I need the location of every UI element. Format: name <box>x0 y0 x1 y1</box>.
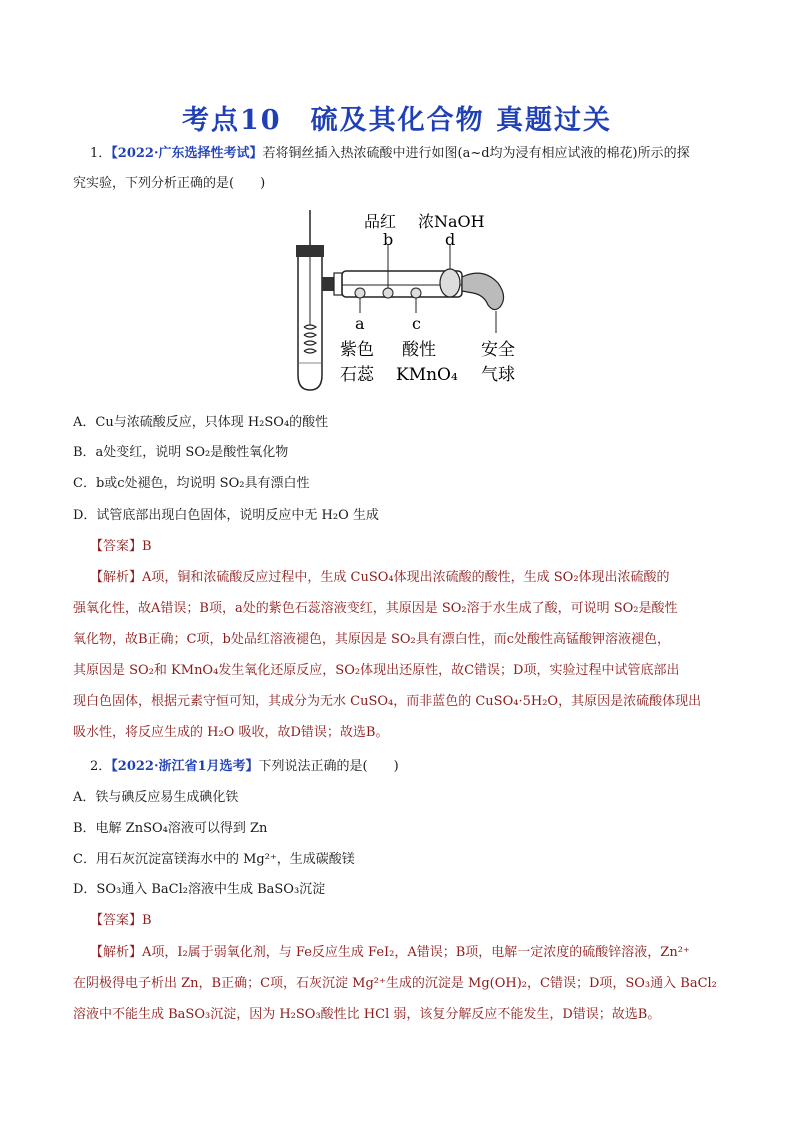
q1-option-d: D．试管底部出现白色固体，说明反应中无 H₂O 生成 <box>73 508 379 523</box>
q2-analysis-line: 溶液中不能生成 BaSO₃沉淀，因为 H₂SO₃酸性比 HCl 弱，该复分解反应不能发生，D错误；故选B。 <box>73 1007 661 1022</box>
label-a-name1: 紫色 <box>340 340 374 360</box>
q2-analysis-line <box>73 937 723 968</box>
cotton-c <box>411 288 421 298</box>
q1-stem-line1 <box>90 145 690 163</box>
q2-option-c: C．用石灰沉淀富镁海水中的 Mg²⁺，生成碳酸镁 <box>73 852 355 867</box>
label-ball1: 安全 <box>481 340 515 360</box>
label-b-top: 品红 <box>364 212 397 231</box>
q2-analysis <box>73 937 723 1030</box>
q1-analysis-line <box>73 562 723 593</box>
cotton-d <box>440 269 460 297</box>
q1-answer <box>90 538 152 556</box>
q1-analysis-line: 氧化物，故B正确；C项，b处品红溶液褪色，其原因是 SO₂具有漂白性，而c处酸性高锰酸钾溶液褪色， <box>73 632 671 647</box>
label-ball2: 气球 <box>481 365 515 385</box>
q1-stem-line2: 究实验，下列分析正确的是( ) <box>73 176 266 191</box>
q1-analysis-line: 强氧化性，故A错误；B项，a处的紫色石蕊溶液变红，其原因是 SO₂溶于水生成了酸，可说明 SO₂是酸性 <box>73 601 678 616</box>
q1-answer-value: B <box>142 539 152 554</box>
label-c: c <box>412 314 421 333</box>
stopper <box>296 245 324 257</box>
q1-analysis-label: 【解析】 <box>90 570 143 585</box>
label-d: d <box>445 230 456 249</box>
q2-analysis-label: 【解析】 <box>90 945 143 960</box>
safety-balloon <box>462 273 504 309</box>
q1-analysis <box>73 562 723 748</box>
copper-coil <box>304 325 316 353</box>
label-a-name2: 石蕊 <box>340 365 374 385</box>
q2-option-d: D．SO₃通入 BaCl₂溶液中生成 BaSO₃沉淀 <box>73 882 326 897</box>
q1-option-b: B．a处变红，说明 SO₂是酸性氧化物 <box>73 445 289 460</box>
q1-analysis-line: 其原因是 SO₂和 KMnO₄发生氧化还原反应，SO₂体现出还原性，故C错误；D项，实验过程中试管底部出 <box>73 663 680 678</box>
q2-option-a: A．铁与碘反应易生成碘化铁 <box>73 790 239 805</box>
cotton-a <box>355 288 365 298</box>
q1-analysis-line: 吸水性，将反应生成的 H₂O 吸收，故D错误；故选B。 <box>73 725 389 740</box>
q2-source-tag: 【2022·浙江省1月选考】 <box>111 759 259 774</box>
page-title: 考点10 硫及其化合物 真题过关 <box>182 105 612 136</box>
q2-answer-label: 【答案】 <box>90 913 143 928</box>
q2-number: 2． <box>90 759 112 774</box>
q1-answer-label: 【答案】 <box>90 539 143 554</box>
label-b: b <box>383 230 394 249</box>
q1-stem1: 若将铜丝插入热浓硫酸中进行如图(a~d均为浸有相应试液的棉花)所示的探 <box>262 146 690 161</box>
q2-answer-value: B <box>142 913 152 928</box>
q2-option-b: B．电解 ZnSO₄溶液可以得到 Zn <box>73 821 268 836</box>
experiment-diagram <box>288 205 538 395</box>
q2-stem: 下列说法正确的是( ) <box>258 759 399 774</box>
q1-source-tag: 【2022·广东选择性考试】 <box>111 146 263 161</box>
label-c-name1: 酸性 <box>402 340 436 360</box>
q2-answer <box>90 912 152 930</box>
q1-number: 1． <box>90 146 112 161</box>
label-c-name2: KMnO₄ <box>396 365 458 385</box>
label-d-top: 浓NaOH <box>418 212 485 231</box>
q1-analysis-text: A项，铜和浓硫酸反应过程中，生成 CuSO₄体现出浓硫酸的酸性，生成 SO₂体现出浓硫酸的 <box>142 570 670 585</box>
q1-analysis-line: 现白色固体，根据元素守恒可知，其成分为无水 CuSO₄，而非蓝色的 CuSO₄·5H₂O，其原因是浓硫酸体现出 <box>73 694 702 709</box>
q2-analysis-text: A项，I₂属于弱氧化剂，与 Fe反应生成 FeI₂，A错误；B项，电解一定浓度的硫酸锌溶液，Zn²⁺ <box>142 945 690 960</box>
cotton-b <box>383 288 393 298</box>
q2-stem-line <box>90 758 399 776</box>
q1-option-c: C．b或c处褪色，均说明 SO₂具有漂白性 <box>73 476 310 491</box>
label-a: a <box>355 314 365 333</box>
q2-analysis-line: 在阴极得电子析出 Zn，B正确；C项，石灰沉淀 Mg²⁺生成的沉淀是 Mg(OH)₂，C错误；D项，SO₃通入 BaCl₂ <box>73 976 717 991</box>
q1-option-a: A．Cu与浓硫酸反应，只体现 H₂SO₄的酸性 <box>73 415 329 430</box>
